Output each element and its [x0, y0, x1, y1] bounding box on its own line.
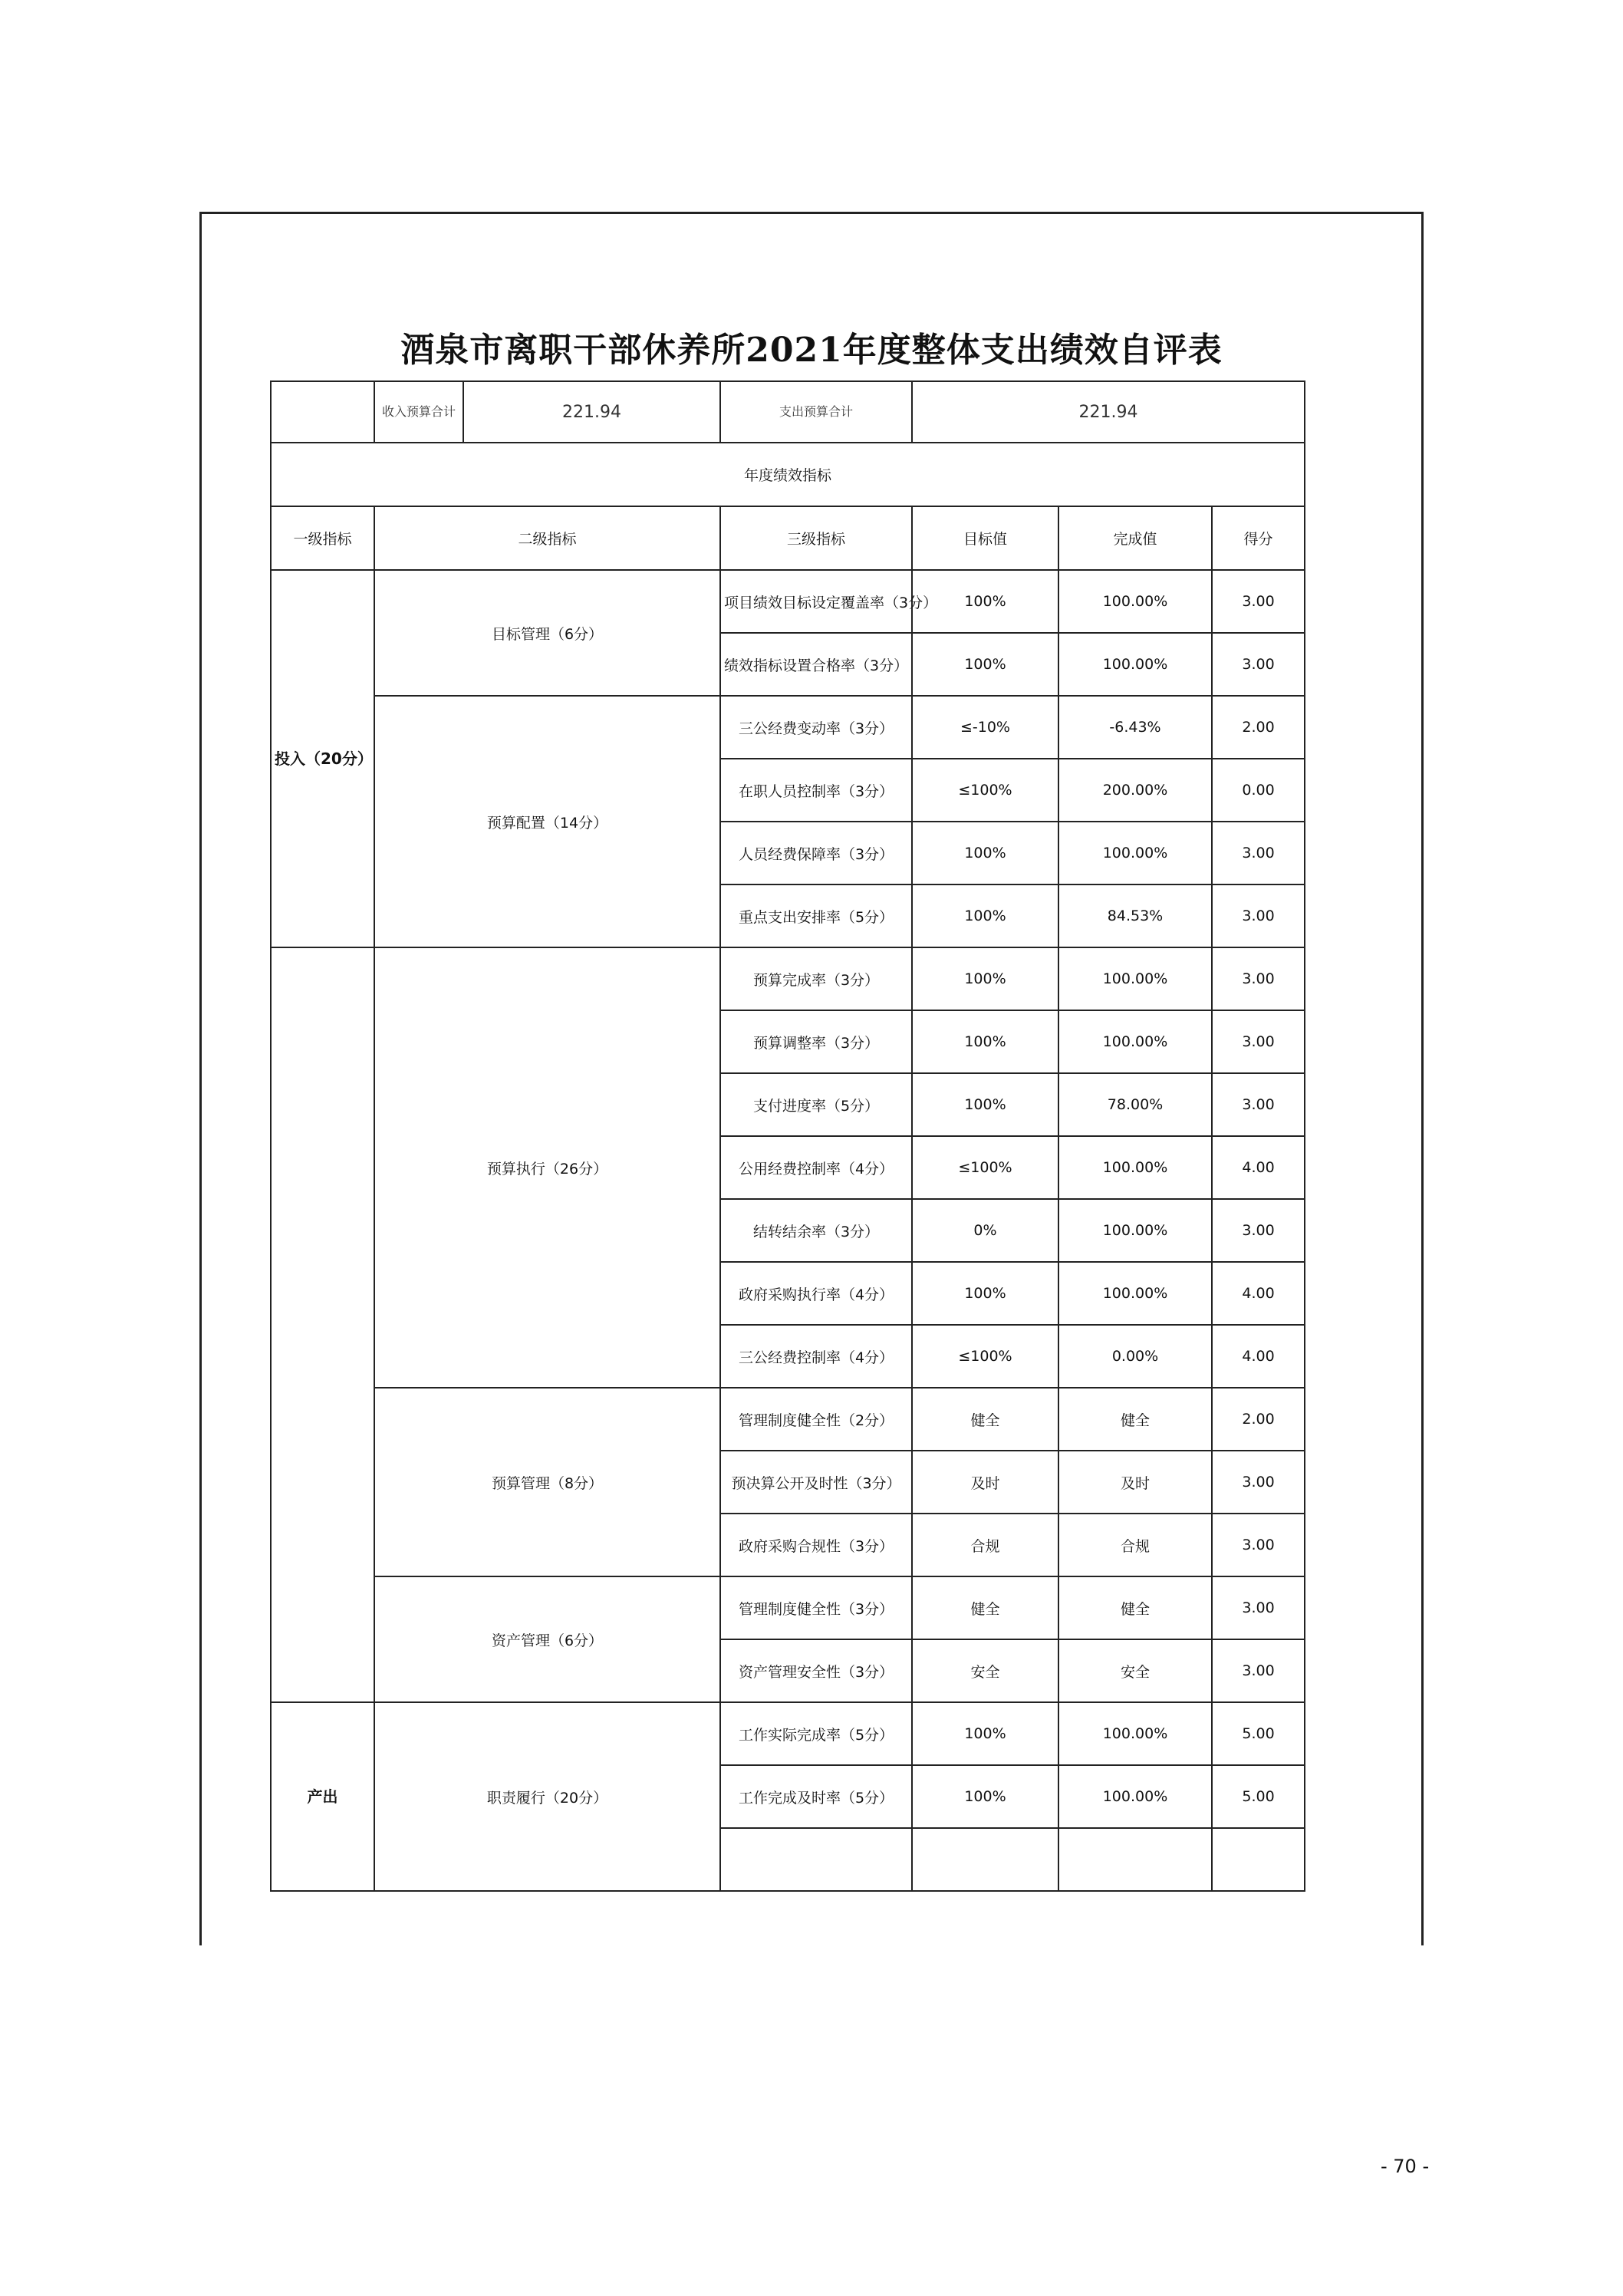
score-cell: 2.00 [1212, 1388, 1305, 1451]
score-cell [1212, 1828, 1305, 1891]
actual-cell: 安全 [1058, 1639, 1212, 1702]
target-cell: 0% [912, 1199, 1058, 1262]
score-cell: 5.00 [1212, 1765, 1305, 1828]
indicator-cell: 绩效指标设置合格率（3分） [720, 633, 912, 696]
target-cell: ≤100% [912, 759, 1058, 822]
target-cell: 100% [912, 633, 1058, 696]
indicator-cell: 预算调整率（3分） [720, 1010, 912, 1073]
actual-cell: 200.00% [1058, 759, 1212, 822]
score-cell: 0.00 [1212, 759, 1305, 822]
expense-label: 支出预算合计 [720, 381, 912, 443]
actual-cell: 78.00% [1058, 1073, 1212, 1136]
target-cell: 及时 [912, 1451, 1058, 1514]
column-header: 目标值 [912, 506, 1058, 570]
column-header: 完成值 [1058, 506, 1212, 570]
actual-cell: 及时 [1058, 1451, 1212, 1514]
subgroup-cell: 职责履行（20分） [374, 1702, 720, 1891]
indicator-cell: 管理制度健全性（2分） [720, 1388, 912, 1451]
target-cell: 100% [912, 947, 1058, 1010]
table-row [271, 696, 1305, 759]
column-header: 得分 [1212, 506, 1305, 570]
actual-cell: 100.00% [1058, 947, 1212, 1010]
target-cell: ≤100% [912, 1325, 1058, 1388]
target-cell: 合规 [912, 1514, 1058, 1576]
score-cell: 4.00 [1212, 1136, 1305, 1199]
indicator-cell [720, 1828, 912, 1891]
indicator-cell: 预决算公开及时性（3分） [720, 1451, 912, 1514]
table-row [271, 1576, 1305, 1639]
actual-cell [1058, 1828, 1212, 1891]
subgroup-cell: 预算配置（14分） [374, 696, 720, 947]
target-cell: 健全 [912, 1388, 1058, 1451]
actual-cell: 合规 [1058, 1514, 1212, 1576]
target-cell: 100% [912, 1010, 1058, 1073]
score-cell: 3.00 [1212, 570, 1305, 633]
score-cell: 3.00 [1212, 1010, 1305, 1073]
indicator-cell: 政府采购合规性（3分） [720, 1514, 912, 1576]
column-header: 一级指标 [271, 506, 374, 570]
table-row [271, 947, 1305, 1010]
actual-cell: 100.00% [1058, 633, 1212, 696]
indicator-cell: 三公经费变动率（3分） [720, 696, 912, 759]
score-cell: 4.00 [1212, 1262, 1305, 1325]
column-header: 三级指标 [720, 506, 912, 570]
subgroup-cell: 目标管理（6分） [374, 570, 720, 696]
subgroup-cell: 预算执行（26分） [374, 947, 720, 1388]
indicator-cell: 人员经费保障率（3分） [720, 822, 912, 884]
score-cell: 3.00 [1212, 1576, 1305, 1639]
target-cell: ≤100% [912, 1136, 1058, 1199]
page-title: 酒泉市离职干部休养所2021年度整体支出绩效自评表 [400, 331, 1223, 370]
column-header: 二级指标 [374, 506, 720, 570]
target-cell [912, 1828, 1058, 1891]
target-cell: 100% [912, 1073, 1058, 1136]
actual-cell: 100.00% [1058, 1765, 1212, 1828]
subgroup-cell: 预算管理（8分） [374, 1388, 720, 1576]
indicator-cell: 政府采购执行率（4分） [720, 1262, 912, 1325]
column-header-row [271, 506, 1305, 570]
group-cell-blank [271, 947, 374, 1702]
table-row [271, 1702, 1305, 1765]
table-row [271, 1388, 1305, 1451]
actual-cell: 健全 [1058, 1576, 1212, 1639]
actual-cell: 0.00% [1058, 1325, 1212, 1388]
score-cell: 3.00 [1212, 633, 1305, 696]
group-cell: 产出 [271, 1702, 374, 1891]
score-cell: 3.00 [1212, 884, 1305, 947]
actual-cell: 100.00% [1058, 570, 1212, 633]
score-cell: 2.00 [1212, 696, 1305, 759]
section-header-row [271, 443, 1305, 506]
actual-cell: 100.00% [1058, 1262, 1212, 1325]
score-cell: 3.00 [1212, 1073, 1305, 1136]
actual-cell: 100.00% [1058, 1702, 1212, 1765]
table-row [271, 570, 1305, 633]
target-cell: 安全 [912, 1639, 1058, 1702]
indicator-cell: 工作实际完成率（5分） [720, 1702, 912, 1765]
score-cell: 3.00 [1212, 947, 1305, 1010]
section-header: 年度绩效指标 [271, 443, 1305, 506]
score-cell: 3.00 [1212, 1199, 1305, 1262]
target-cell: 100% [912, 1262, 1058, 1325]
income-label: 收入预算合计 [374, 381, 463, 443]
summary-blank-cell [271, 381, 374, 443]
target-cell: 100% [912, 822, 1058, 884]
actual-cell: 100.00% [1058, 1136, 1212, 1199]
indicator-cell: 三公经费控制率（4分） [720, 1325, 912, 1388]
indicator-cell: 项目绩效目标设定覆盖率（3分） [720, 570, 912, 633]
target-cell: ≤-10% [912, 696, 1058, 759]
actual-cell: 健全 [1058, 1388, 1212, 1451]
actual-cell: 100.00% [1058, 1010, 1212, 1073]
group-cell: 投入（20分） [271, 570, 374, 947]
score-cell: 3.00 [1212, 822, 1305, 884]
indicator-cell: 结转结余率（3分） [720, 1199, 912, 1262]
target-cell: 100% [912, 1765, 1058, 1828]
indicator-cell: 管理制度健全性（3分） [720, 1576, 912, 1639]
table-viewport [270, 380, 1304, 1836]
target-cell: 100% [912, 1702, 1058, 1765]
actual-cell: -6.43% [1058, 696, 1212, 759]
actual-cell: 100.00% [1058, 822, 1212, 884]
actual-cell: 84.53% [1058, 884, 1212, 947]
indicator-cell: 在职人员控制率（3分） [720, 759, 912, 822]
score-cell: 3.00 [1212, 1639, 1305, 1702]
score-cell: 3.00 [1212, 1514, 1305, 1576]
indicator-cell: 公用经费控制率（4分） [720, 1136, 912, 1199]
summary-row [271, 381, 1305, 443]
income-value: 221.94 [463, 381, 720, 443]
indicator-cell: 支付进度率（5分） [720, 1073, 912, 1136]
actual-cell: 100.00% [1058, 1199, 1212, 1262]
target-cell: 100% [912, 884, 1058, 947]
indicator-cell: 工作完成及时率（5分） [720, 1765, 912, 1828]
target-cell: 健全 [912, 1576, 1058, 1639]
indicator-cell: 资产管理安全性（3分） [720, 1639, 912, 1702]
target-cell: 100% [912, 570, 1058, 633]
score-cell: 3.00 [1212, 1451, 1305, 1514]
performance-table [270, 380, 1305, 1892]
expense-value: 221.94 [912, 381, 1305, 443]
subgroup-cell: 资产管理（6分） [374, 1576, 720, 1702]
page-number: - 70 - [1381, 2156, 1430, 2177]
indicator-cell: 预算完成率（3分） [720, 947, 912, 1010]
score-cell: 5.00 [1212, 1702, 1305, 1765]
indicator-cell: 重点支出安排率（5分） [720, 884, 912, 947]
score-cell: 4.00 [1212, 1325, 1305, 1388]
